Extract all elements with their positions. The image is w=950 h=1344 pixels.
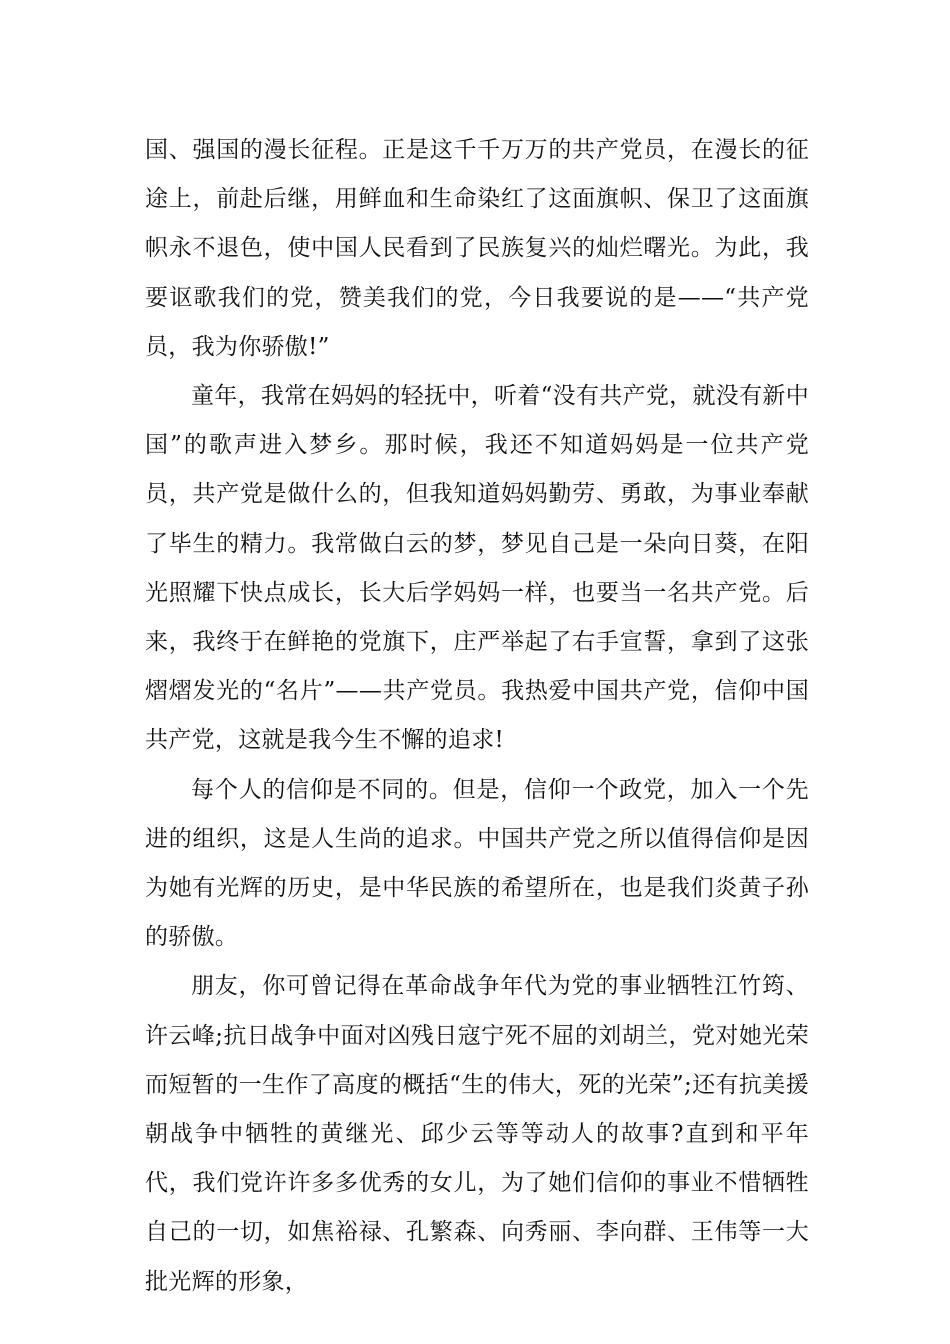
document-body — [145, 126, 809, 1307]
paragraph-belief: 每个人的信仰是不同的。但是，信仰一个政党，加入一个先进的组织，这是人生尚的追求。中国共产党之所以值得信仰是因为她有光辉的历史，是中华民族的希望所在，也是我们炎黄子孙的骄傲。 — [145, 776, 809, 951]
paragraph-childhood: 童年，我常在妈妈的轻抚中，听着“没有共产党，就没有新中国”的歌声进入梦乡。那时候，我还不知道妈妈是一位共产党员，共产党是做什么的，但我知道妈妈勤劳、勇敢，为事业奉献了毕生的精力。我常做白云的梦，梦见自己是一朵向日葵，在阳光照耀下快点成长，长大后学妈妈一样，也要当一名共产党。后来，我终于在鲜艳的党旗下，庄严举起了右手宣誓，拿到了这张熠熠发光的“名片”——共产党员。我热爱中国共产党，信仰中国共产党，这就是我今生不懈的追求! — [145, 383, 809, 754]
paragraph-heroes: 朋友，你可曾记得在革命战争年代为党的事业牺牲江竹筠、许云峰;抗日战争中面对凶残日寇宁死不屈的刘胡兰，党对她光荣而短暂的一生作了高度的概括“生的伟大，死的光荣”;还有抗美援朝战争中牺牲的黄继光、邱少云等等动人的故事?直到和平年代，我们党许许多多优秀的女儿，为了她们信仰的事业不惜牺牲自己的一切，如焦裕禄、孔繁森、向秀丽、李向群、王伟等一大批光辉的形象， — [145, 973, 809, 1295]
paragraph-continuation: 国、强国的漫长征程。正是这千千万万的共产党员，在漫长的征途上，前赴后继，用鲜血和生命染红了这面旗帜、保卫了这面旗帜永不退色，使中国人民看到了民族复兴的灿烂曙光。为此，我要讴歌我们的党，赞美我们的党，今日我要说的是——“共产党员，我为你骄傲!” — [145, 137, 809, 360]
